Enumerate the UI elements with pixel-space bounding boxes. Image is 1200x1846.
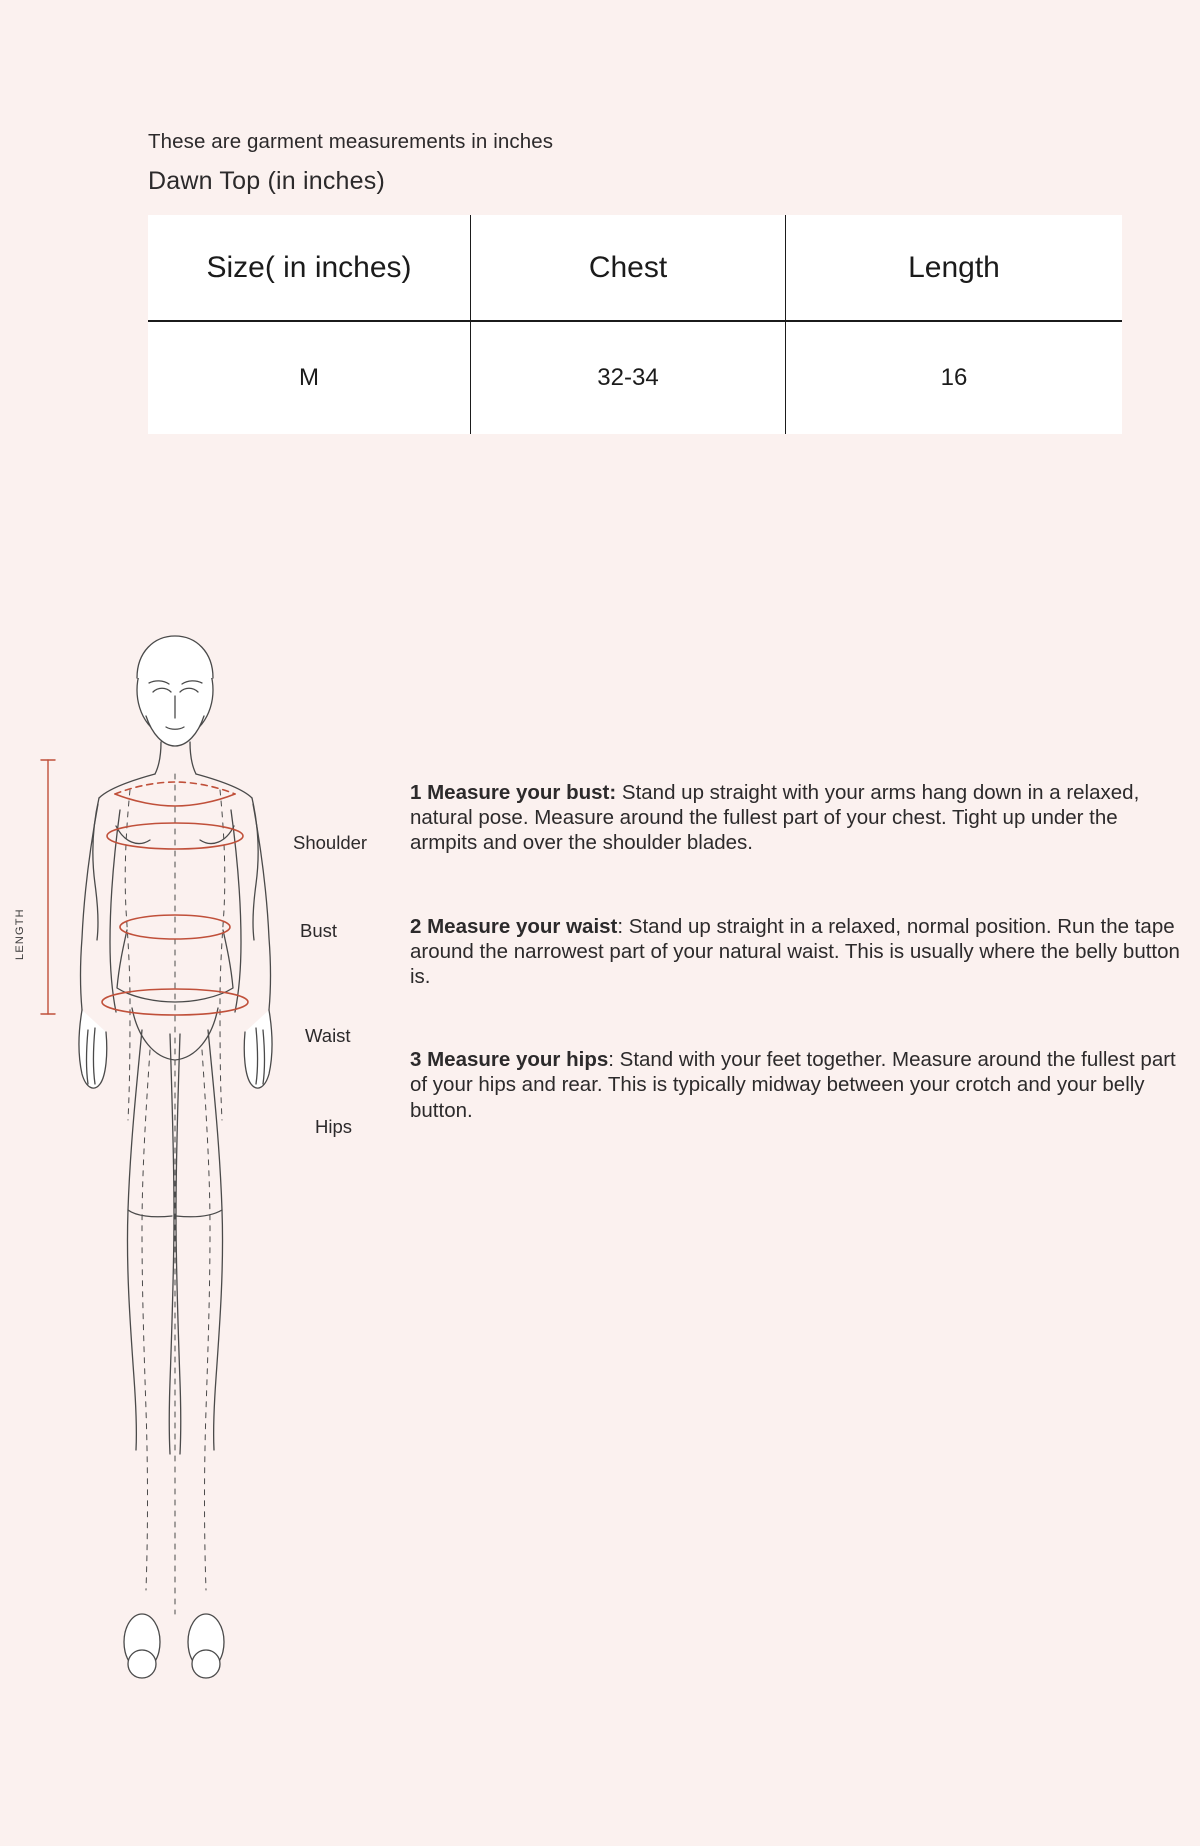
page-title: Dawn Top (in inches) (148, 167, 385, 195)
instruction-heading: Measure your hips (427, 1048, 609, 1072)
callout-bust: Bust (300, 920, 338, 941)
instruction-number: 1 (410, 781, 422, 804)
callout-shoulder: Shoulder (293, 832, 368, 853)
cell-length: 16 (786, 321, 1123, 434)
body-figure-illustration (20, 630, 380, 1710)
column-header-length: Length (786, 215, 1123, 321)
callout-waist: Waist (305, 1025, 351, 1046)
callout-hips: Hips (315, 1116, 353, 1137)
instruction-number: 2 (410, 914, 422, 938)
intro-text: These are garment measurements in inches (148, 130, 554, 153)
instruction-body: : Stand with your feet together. Measure around the fullest part of your hips and rear. This is typically midway between your crotch and your belly button. (410, 1048, 1176, 1122)
cell-size: M (148, 321, 471, 434)
instruction-body: Stand up straight with your arms hang down in a relaxed, natural pose. Measure around the fullest part of your chest. Tight up under the armpits and over the shoulder blades. (410, 781, 1140, 855)
column-header-size: Size( in inches) (148, 215, 471, 321)
table-row (148, 321, 1122, 434)
instruction-heading: Measure your bust: (427, 781, 617, 804)
cell-chest: 32-34 (471, 321, 786, 434)
length-axis-label: LENGTH (14, 908, 26, 960)
table-header-row (148, 215, 1122, 321)
instruction-item (410, 780, 1185, 856)
instructions-list (410, 780, 1200, 1123)
instruction-item (410, 914, 1185, 990)
croquis-svg (20, 630, 380, 1710)
instruction-number: 3 (410, 1048, 422, 1072)
instruction-body: : Stand up straight in a relaxed, normal position. Run the tape around the narrowest part of your natural waist. This is usually where the belly button is. (410, 914, 1180, 989)
size-table (148, 215, 1122, 434)
instruction-heading: Measure your waist (427, 914, 618, 938)
instruction-item (410, 1047, 1185, 1123)
column-header-chest: Chest (471, 215, 786, 321)
